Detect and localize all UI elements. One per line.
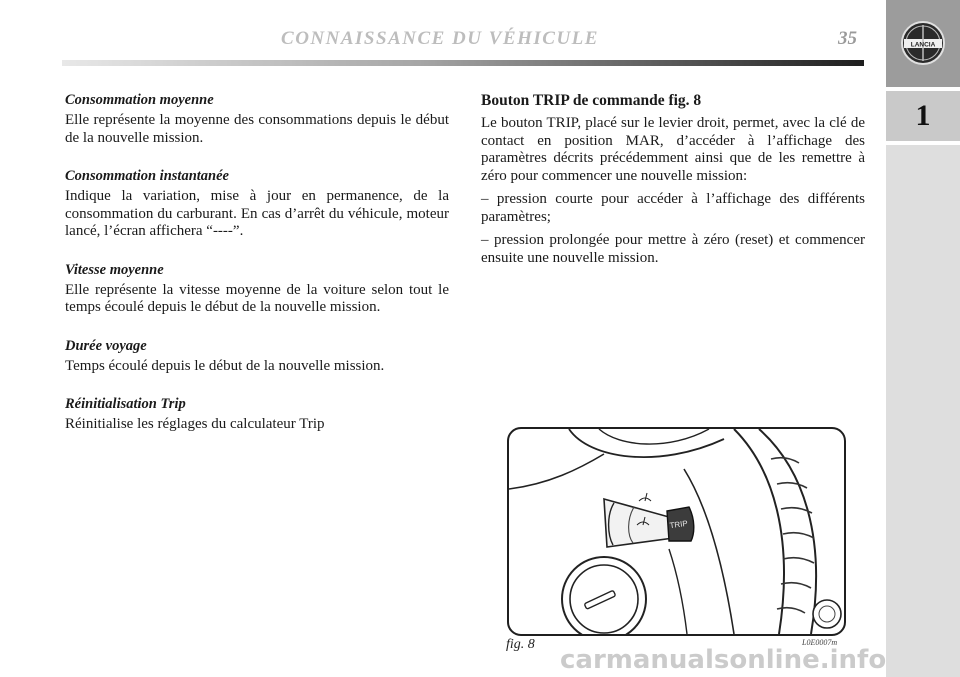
section-text: Réinitialise les réglages du calculateur Trip [65,416,325,432]
section-heading: Consommation instantanée [65,168,229,184]
page-number: 35 [838,28,857,49]
section-heading: Durée voyage [65,337,147,354]
section-text: Elle représente la moyenne des consommations depuis le début de la nouvelle mission. [65,112,449,146]
watermark: carmanualsonline.info [560,645,887,675]
trip-button-icon [667,507,694,541]
section-text: Elle représente la vitesse moyenne de la voiture selon tout le temps écoulé depuis le début de la nouvelle mission. [65,281,449,315]
section-heading: Réinitialisation Trip [65,396,186,412]
section-text: Indique la variation, mise à jour en permanence, de la consommation du carburant. En cas d’arrêt du véhicule, moteur lancé, l’écran affichera “----”. [65,188,449,239]
section-consommation-instantanee [65,168,449,241]
lancia-logo-icon [900,17,946,69]
logo-block [886,0,960,87]
trip-long-press: – pression prolongée pour mettre à zéro (reset) et commencer ensuite une nouvelle mission. [481,232,865,266]
header-rule [62,60,864,66]
trip-short-press: – pression courte pour accéder à l’affichage des différents paramètres; [481,191,865,225]
logo-text: LANCIA [910,41,936,49]
section-heading: Vitesse moyenne [65,261,164,278]
figure-code: L0E0007m [802,638,838,647]
steering-column-drawing [509,429,844,634]
trip-paragraph: Le bouton TRIP, placé sur le levier droit, permet, avec la clé de contact en position MAR, d’accéder à l’affichage des paramètres décrits précédemment ainsi que de les remettre à zéro pour commencer une nouvelle mission: [481,115,865,184]
trip-button-heading: Bouton TRIP de commande fig. 8 [481,92,702,109]
trip-button-label: TRIP [668,518,689,531]
left-column [65,92,449,455]
page-header-title: CONNAISSANCE DU VÉHICULE [281,28,599,49]
side-tab-strip [886,145,960,677]
section-reinitialisation-trip [65,396,449,434]
side-tab [886,0,960,677]
section-consommation-moyenne [65,92,449,147]
chapter-number: 1 [886,91,960,141]
section-text: Temps écoulé depuis le début de la nouvelle mission. [65,357,385,374]
figure-8-illustration [507,427,846,636]
figure-caption: fig. 8 [506,637,535,652]
section-duree-voyage [65,338,449,376]
right-column [481,92,865,273]
section-heading: Consommation moyenne [65,92,214,108]
section-vitesse-moyenne [65,262,449,317]
